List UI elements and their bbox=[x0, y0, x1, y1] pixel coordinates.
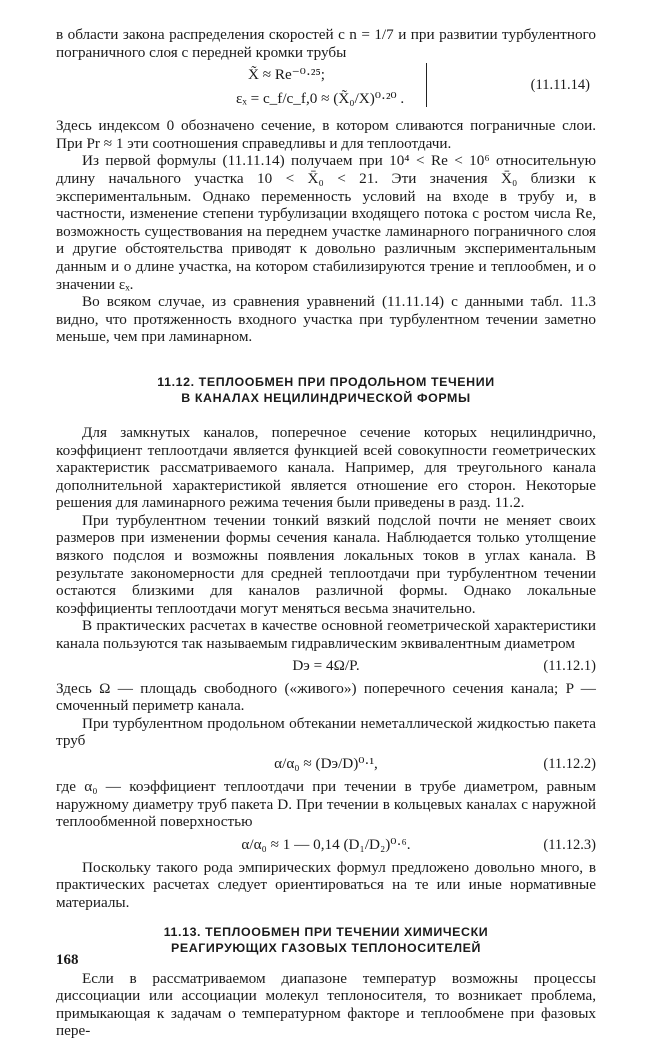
page-number: 168 bbox=[56, 952, 79, 968]
formula-system bbox=[56, 63, 596, 113]
paragraph: где α₀ — коэффициент теплоотдачи при течении в трубе диаметром, равным наружному диаметру труб пакета D. При течении в кольцевых каналах с наружной теплообменной поверхностью bbox=[56, 778, 596, 831]
formula bbox=[56, 656, 596, 676]
paragraph: Здесь индексом 0 обозначено сечение, в котором сливаются пограничные слои. При Pr ≈ 1 эти соотношения справедливы и для теплоотдачи. bbox=[56, 117, 596, 152]
formula-text: Dэ = 4Ω/P. bbox=[292, 656, 360, 674]
formula-line: X̃ ≈ Re⁻⁰·²⁵; bbox=[248, 66, 325, 84]
paragraph: В практических расчетах в качестве основной геометрической характеристики канала пользуются так называемым гидравлическим эквивалентным диаметром bbox=[56, 617, 596, 653]
section-heading-11-13 bbox=[56, 924, 596, 956]
formula-line: εₓ = c_f/c_f,0 ≈ (X̃₀/X)⁰·²⁰ . bbox=[236, 90, 405, 108]
right-brace bbox=[418, 63, 427, 107]
paragraph: Для замкнутых каналов, поперечное сечение которых нецилиндрично, коэффициент теплоотдачи является функцией всей совокупности геометрических характеристик рассматриваемого канала. Например, для треугольного канала дополнительной характеристикой является отношение его сторон. Некоторые решения для ламинарного режима течения были приведены в разд. 11.2. bbox=[56, 423, 596, 512]
page-body bbox=[56, 26, 596, 1040]
heading-line: 11.13. ТЕПЛООБМЕН ПРИ ТЕЧЕНИИ ХИМИЧЕСКИ bbox=[163, 924, 489, 939]
paragraph: в области закона распределения скоростей с n = 1/7 и при развитии турбулентного пограничного слоя с передней кромки трубы bbox=[56, 26, 596, 61]
equation-number: (11.11.14) bbox=[530, 77, 590, 94]
paragraph: Здесь Ω — площадь свободного («живого») поперечного сечения канала; P — смоченный периметр канала. bbox=[56, 679, 596, 715]
formula-text: α/α₀ ≈ (Dэ/D)⁰·¹, bbox=[274, 755, 378, 772]
heading-line: В КАНАЛАХ НЕЦИЛИНДРИЧЕСКОЙ ФОРМЫ bbox=[181, 390, 471, 405]
paragraph: При турбулентном течении тонкий вязкий подслой почти не меняет своих размеров при изменении формы сечения канала. Наблюдается только утолщение вязкого подслоя и возможны появления локальных токов в углах канала. В результате закономерности для средней теплоотдачи при турбулентном течении остаются близкими для каналов различной формы. Однако локальные коэффициенты теплоотдачи могут меняться весьма значительно. bbox=[56, 511, 596, 617]
section-heading-11-12 bbox=[56, 374, 596, 406]
formula bbox=[56, 754, 596, 774]
equation-number: (11.12.1) bbox=[543, 657, 596, 674]
paragraph: Из первой формулы (11.11.14) получаем при 10⁴ < Re < 10⁶ относительную длину начального участка 10 < X̄₀ < 21. Эти значения X̄₀ близки к экспериментальным. Однако переменность условий на входе в трубу и, в частности, изменение степени турбулизации входящего потока с ростом числа Re, возможность существования на переднем участке ламинарного пограничного слоя и другие обстоятельства приводят к довольно различным экспериментальным данным и о длине участка, на котором стабилизируются трение и теплообмен, и о значении εₓ. bbox=[56, 152, 596, 293]
formula bbox=[56, 835, 596, 855]
paragraph: Во всяком случае, из сравнения уравнений (11.11.14) с данными табл. 11.3 видно, что протяженность входного участка при турбулентном течении заметно меньше, чем при ламинарном. bbox=[56, 293, 596, 346]
heading-line: 11.12. ТЕПЛООБМЕН ПРИ ПРОДОЛЬНОМ ТЕЧЕНИИ bbox=[157, 374, 495, 389]
heading-line: РЕАГИРУЮЩИХ ГАЗОВЫХ ТЕПЛОНОСИТЕЛЕЙ bbox=[170, 940, 482, 955]
paragraph: Поскольку такого рода эмпирических формул предложено довольно много, в практических расчетах следует ориентироваться на те или иные нормативные материалы. bbox=[56, 858, 596, 911]
formula-text: α/α₀ ≈ 1 — 0,14 (D₁/D₂)⁰·⁶. bbox=[241, 835, 411, 853]
equation-number: (11.12.3) bbox=[543, 836, 596, 853]
paragraph: При турбулентном продольном обтекании неметаллической жидкостью пакета труб bbox=[56, 714, 596, 750]
paragraph: Если в рассматриваемом диапазоне температур возможны процессы диссоциации или ассоциации молекул теплоносителя, то возникает проблема, примыкающая к задачам о температурном факторе и теплообмене при фазовых пере- bbox=[56, 969, 596, 1040]
equation-number: (11.12.2) bbox=[543, 756, 596, 772]
